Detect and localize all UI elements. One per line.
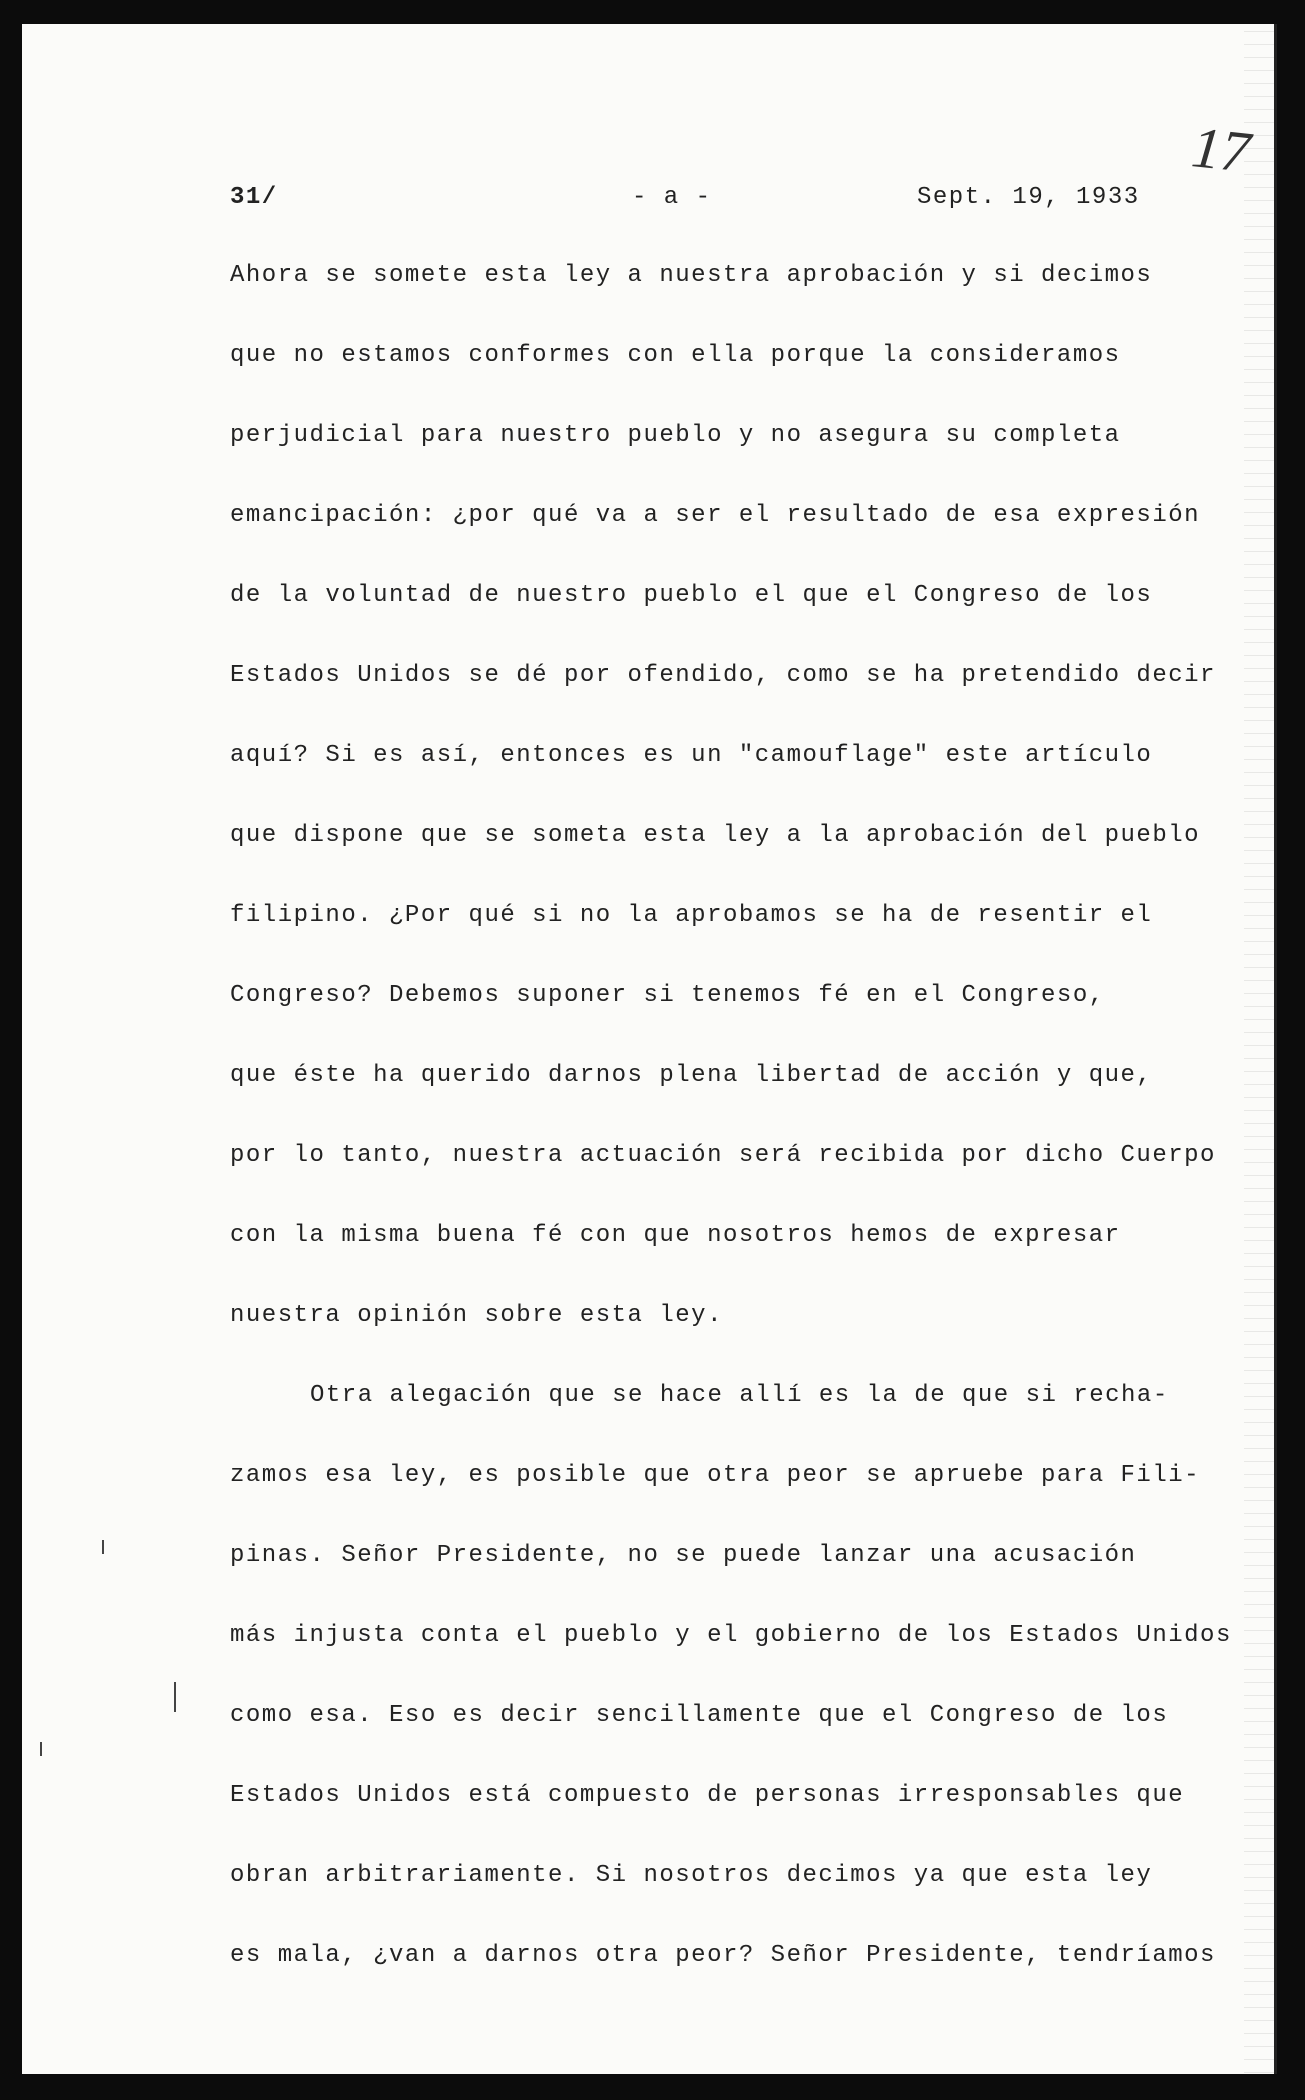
stray-mark: [102, 1540, 104, 1554]
typed-page: [22, 24, 1277, 2074]
text-line: emancipación: ¿por qué va a ser el resultado de esa expresión: [230, 502, 1201, 529]
text-line: más injusta conta el pueblo y el gobierno de los Estados Unidos: [230, 1622, 1232, 1649]
text-line: con la misma buena fé con que nosotros hemos de expresar: [230, 1222, 1121, 1249]
header-date: Sept. 19, 1933: [917, 184, 1140, 211]
text-line: que no estamos conformes con ella porque la consideramos: [230, 342, 1121, 369]
text-line: Estados Unidos se dé por ofendido, como se ha pretendido decir: [230, 662, 1216, 689]
text-line: pinas. Señor Presidente, no se puede lanzar una acusación: [230, 1542, 1137, 1569]
page-header: [22, 184, 1274, 224]
text-line: de la voluntad de nuestro pueblo el que el Congreso de los: [230, 582, 1153, 609]
text-line: obran arbitrariamente. Si nosotros decimos ya que esta ley: [230, 1862, 1153, 1889]
text-line: Congreso? Debemos suponer si tenemos fé en el Congreso,: [230, 982, 1105, 1009]
page-edge-texture: [1244, 24, 1274, 2074]
paragraph-first-line: Otra alegación que se hace allí es la de que si recha-: [310, 1382, 1169, 1409]
text-line: Estados Unidos está compuesto de personas irresponsables que: [230, 1782, 1185, 1809]
header-page-number: 31/: [230, 184, 278, 211]
header-sheet-letter: - a -: [632, 184, 712, 211]
text-line: como esa. Eso es decir sencillamente que el Congreso de los: [230, 1702, 1169, 1729]
stray-mark: [40, 1742, 42, 1756]
handwritten-folio-number: 17: [1188, 114, 1254, 185]
stray-mark: [174, 1682, 176, 1712]
text-line: es mala, ¿van a darnos otra peor? Señor Presidente, tendríamos: [230, 1942, 1216, 1969]
text-line: aquí? Si es así, entonces es un "camouflage" este artículo: [230, 742, 1153, 769]
text-line: filipino. ¿Por qué si no la aprobamos se ha de resentir el: [230, 902, 1153, 929]
text-line: que dispone que se someta esta ley a la aprobación del pueblo: [230, 822, 1201, 849]
text-line: zamos esa ley, es posible que otra peor se apruebe para Fili-: [230, 1462, 1201, 1489]
text-line: que éste ha querido darnos plena libertad de acción y que,: [230, 1062, 1153, 1089]
text-line: Ahora se somete esta ley a nuestra aprobación y si decimos: [230, 262, 1153, 289]
text-line: por lo tanto, nuestra actuación será recibida por dicho Cuerpo: [230, 1142, 1216, 1169]
text-line: nuestra opinión sobre esta ley.: [230, 1302, 723, 1329]
text-line: perjudicial para nuestro pueblo y no asegura su completa: [230, 422, 1121, 449]
